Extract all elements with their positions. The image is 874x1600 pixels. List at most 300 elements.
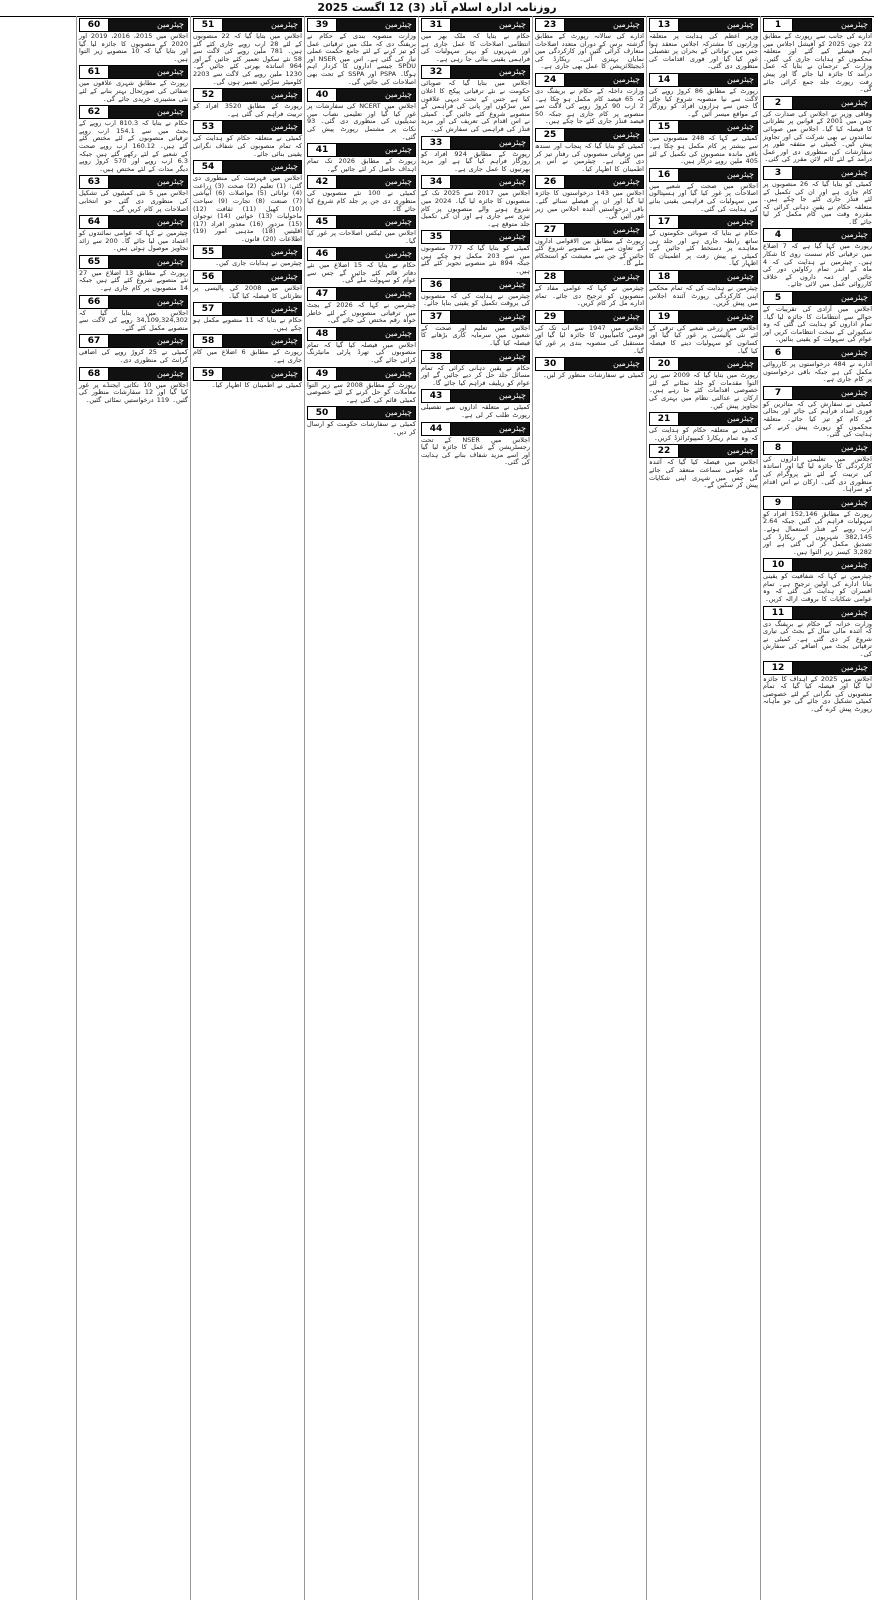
entry-header [79, 18, 188, 32]
entry-number: 42 [308, 176, 337, 188]
column-3 [532, 16, 646, 1600]
news-entry [307, 287, 416, 325]
news-entry [421, 389, 530, 419]
entry-text: اجلاس میں تعلیم اور صحت کے شعبوں میں سرمایہ کاری بڑھانے کا فیصلہ کیا گیا۔ [421, 323, 530, 348]
news-entry [193, 18, 302, 86]
news-entry [763, 96, 872, 164]
section-label: چیئرمین [223, 271, 301, 283]
entry-header [763, 18, 872, 32]
section-label: چیئرمین [679, 445, 757, 457]
news-entry [421, 278, 530, 308]
entry-number: 6 [764, 347, 793, 359]
section-label: چیئرمین [337, 328, 415, 340]
entry-number: 17 [650, 216, 679, 228]
entry-header [307, 287, 416, 301]
entry-number: 34 [422, 176, 451, 188]
section-label: چیئرمین [565, 311, 643, 323]
entry-header [193, 245, 302, 259]
entry-text: رپورٹ کے مطابق 152,146 افراد کو سہولیات فراہم کی گئیں جبکہ 2.64 ارب روپے کے فنڈز استعمال ہوئے۔ 382,145 شہریوں کے ریکارڈ کی تصدیق مکمل کر لی گئی ہے اور 3,282 کیسز زیر التوا ہیں۔ [763, 509, 872, 556]
news-entry [79, 105, 188, 173]
entry-header [307, 247, 416, 261]
entry-header [421, 310, 530, 324]
entry-number: 20 [650, 358, 679, 370]
entry-header [535, 270, 644, 284]
column-6 [190, 16, 304, 1600]
news-entry [535, 18, 644, 71]
entry-header [649, 412, 758, 426]
entry-number: 39 [308, 19, 337, 31]
entry-text: رپورٹ کے مطابق 13 اضلاع میں 27 نئے منصوبے شروع کئے گئے ہیں جبکہ 14 منصوبوں پر کام جاری ہے۔ [79, 268, 188, 293]
entry-header [79, 105, 188, 119]
entry-number: 55 [194, 246, 223, 258]
section-label: چیئرمین [565, 358, 643, 370]
section-label: چیئرمین [451, 311, 529, 323]
entry-number: 9 [764, 497, 793, 509]
news-entry [763, 291, 872, 344]
entry-text: کمیٹی کو بتایا گیا کہ 777 منصوبوں میں سے 203 مکمل ہو چکے ہیں جبکہ 894 نئے منصوبے تجویز کئے گئے ہیں۔ [421, 244, 531, 276]
entry-number: 2 [764, 97, 793, 109]
entry-text: اجلاس میں فہرست کی منظوری دی گئی: (1) تعلیم (2) صحت (3) زراعت (4) توانائی (5) مواصلات (6) آبپاشی (7) صنعت (8) تجارت (9) سیاحت (10) کھیل (11) ثقافت (12) ماحولیات (13) خواتین (14) نوجوان (15) مزدور (16) معذور افراد (17) اقلیتیں (18) مذہبی امور (19) اطلاعات (20) قانون۔ [193, 174, 303, 243]
entry-header [193, 270, 302, 284]
section-label: چیئرمین [679, 271, 757, 283]
news-entry [193, 120, 302, 158]
news-entry [535, 270, 644, 308]
entry-text: کمیٹی کو بتایا گیا کہ 26 منصوبوں پر کام جاری ہے اور ان کی تکمیل کے لئے فنڈز جاری کئے جا چکے ہیں۔ متعلقہ حکام نے یقین دہانی کرائی کہ مقررہ وقت میں کام مکمل کر لیا جائے گا۔ [763, 179, 873, 226]
entry-text: اجلاس میں بتایا گیا کہ 34,109,324,302 روپے کی لاگت سے منصوبے مکمل کئے گئے۔ [79, 308, 188, 332]
entry-header [193, 367, 302, 381]
entry-header [307, 367, 416, 381]
section-label: چیئرمین [793, 442, 871, 454]
entry-number: 8 [764, 442, 793, 454]
entry-text: اجلاس میں NCERT کی سفارشات پر غور کیا گیا اور تعلیمی نصاب میں تبدیلیوں کی منظوری دی گئی۔ 93 نکات پر مشتمل رپورٹ پیش کی گئی۔ [307, 102, 416, 141]
entry-header [421, 230, 530, 244]
news-entry [79, 65, 188, 103]
entry-number: 37 [422, 311, 451, 323]
section-label: چیئرمین [109, 335, 187, 347]
entry-text: کمیٹی نے سفارشات حکومت کو ارسال کر دیں۔ [307, 420, 416, 436]
section-label: چیئرمین [451, 390, 529, 402]
entry-header [421, 278, 530, 292]
entry-number: 13 [650, 19, 679, 31]
entry-number: 51 [194, 19, 223, 31]
news-entry [763, 496, 872, 557]
entry-text: کمیٹی نے سفارشات منظور کر لیں۔ [542, 371, 644, 380]
entry-text: حکام نے بتایا کہ 15 اضلاع میں نئے دفاتر قائم کئے جائیں گے جس سے عوام کو سہولت ملے گی۔ [307, 261, 416, 285]
entry-text: اجلاس میں 2008 کی پالیسی پر نظرثانی کا فیصلہ کیا گیا۔ [193, 284, 302, 300]
entry-header [307, 18, 416, 32]
entry-text: رپورٹ کے مطابق 924 افراد کو روزگار فراہم کیا گیا ہے اور مزید بھرتیوں کا عمل جاری ہے۔ [421, 149, 530, 173]
entry-number: 22 [650, 445, 679, 457]
news-entry [763, 386, 872, 439]
entry-text: اجلاس میں 2015، 2016، 2019 اور 2020 کے منصوبوں کا جائزہ لیا گیا اور بتایا گیا کہ 10 منصوبے زیر التوا ہیں۔ [79, 32, 188, 63]
entry-number: 63 [80, 176, 109, 188]
news-entry [535, 310, 644, 355]
news-entry [79, 295, 188, 333]
entry-text: کمیٹی کو بتایا گیا کہ پنجاب اور سندھ میں ترقیاتی منصوبوں کی رفتار تیز کر دی گئی ہے۔ چیئرمین نے اس پر اطمینان کا اظہار کیا۔ [535, 141, 644, 173]
news-entry [193, 334, 302, 364]
news-entry [421, 422, 530, 467]
column-5 [304, 16, 418, 1600]
entry-text: چیئرمین نے ہدایت کی کہ تمام محکمے اپنی کارکردگی رپورٹ آئندہ اجلاس میں پیش کریں۔ [649, 284, 758, 308]
news-entry [193, 160, 302, 243]
entry-text: اجلاس میں 2025 کے اہداف کا جائزہ لیا گیا اور فیصلہ کیا گیا کہ تمام منصوبوں کی نگرانی کے لئے خصوصی کمیٹی تشکیل دی جائے گی جو ماہانہ رپورٹ پیش کرے گی۔ [763, 674, 872, 713]
entry-number: 18 [650, 271, 679, 283]
entry-text: ادارے نے 484 درخواستوں پر کارروائی مکمل کی ہے جبکہ باقی درخواستوں پر کام جاری ہے۔ [763, 360, 872, 384]
section-label: چیئرمین [565, 224, 643, 236]
news-entry [763, 18, 872, 94]
entry-number: 10 [764, 559, 793, 571]
entry-number: 26 [536, 176, 565, 188]
section-label: چیئرمین [793, 607, 871, 619]
entry-number: 40 [308, 89, 337, 101]
news-entry [307, 143, 416, 173]
entry-text: اجلاس میں NSER کے تحت رجسٹریشن کے عمل کا جائزہ لیا گیا اور اسے مزید شفاف بنانے کی ہدایت کی گئی۔ [421, 435, 530, 467]
masthead: روزنامہ ادارہ اسلام آباد (3) 12 اگست 2025 [0, 0, 874, 17]
entry-text: رپورٹ کے مطابق 2008 سے زیر التوا معاملات کو حل کرنے کے لئے خصوصی کمیٹی قائم کی گئی ہے۔ [307, 380, 416, 404]
entry-header [79, 215, 188, 229]
section-label: چیئرمین [337, 288, 415, 300]
section-label: چیئرمین [109, 256, 187, 268]
entry-number: 50 [308, 407, 337, 419]
section-label: چیئرمین [679, 74, 757, 86]
news-entry [307, 18, 416, 86]
entry-text: رپورٹ کے مطابق 6 اضلاع میں کام جاری ہے۔ [193, 348, 302, 365]
section-label: چیئرمین [451, 351, 529, 363]
entry-header [79, 367, 188, 381]
entry-text: کمیٹی نے متعلقہ اداروں سے تفصیلی رپورٹ طلب کر لی ہے۔ [421, 403, 530, 419]
entry-number: 62 [80, 106, 109, 118]
news-entry [307, 175, 416, 213]
section-label: چیئرمین [223, 121, 301, 133]
entry-number: 19 [650, 311, 679, 323]
entry-header [79, 334, 188, 348]
news-entry [79, 334, 188, 364]
entry-number: 1 [764, 19, 793, 31]
section-label: چیئرمین [109, 216, 187, 228]
entry-number: 38 [422, 351, 451, 363]
news-entry [193, 302, 302, 332]
news-entry [421, 18, 530, 63]
entry-text: رپورٹ کے مطابق 86 کروڑ روپے کی لاگت سے نیا منصوبہ شروع کیا جائے گا جس سے ہزاروں افراد کو روزگار کے مواقع میسر آئیں گے۔ [649, 86, 758, 118]
news-entry [649, 310, 758, 355]
news-entry [79, 18, 188, 63]
entry-text: وزارت داخلہ کے حکام نے بریفنگ دی کہ 65 فیصد کام مکمل ہو چکا ہے۔ 2 ارب 90 کروڑ روپے کی لاگت سے منصوبے پر کام جاری ہے جبکہ 50 فیصد فنڈز جاری کئے جا چکے ہیں۔ [535, 86, 645, 126]
news-entry [421, 65, 530, 133]
section-label: چیئرمین [451, 176, 529, 188]
section-label: چیئرمین [565, 176, 643, 188]
column-2 [646, 16, 760, 1600]
entry-text: ادارے کی جانب سے رپورٹ کے مطابق 22 جون 2025 کو آفیشل اجلاس میں اہم فیصلے کیے گئے اور متعلقہ محکموں کو ہدایات جاری کی گئیں۔ وزارت کے ترجمان نے بتایا کہ عمل درآمد کا جائزہ لیا جائے گا اور پیش رفت رپورٹ جلد جمع کرائی جائے گی۔ [763, 32, 872, 94]
entry-number: 61 [80, 66, 109, 78]
section-label: چیئرمین [679, 358, 757, 370]
entry-header [649, 270, 758, 284]
section-label: چیئرمین [793, 292, 871, 304]
entry-text: حکام نے یقین دہانی کرائی کہ تمام مسائل جلد حل کر دیے جائیں گے اور عوام کو ریلیف فراہم کیا جائے گا۔ [421, 363, 530, 387]
section-label: چیئرمین [451, 66, 529, 78]
section-label: چیئرمین [223, 161, 301, 173]
entry-header [307, 175, 416, 189]
entry-header [193, 120, 302, 134]
entry-number: 25 [536, 129, 565, 141]
entry-header [307, 143, 416, 157]
section-label: چیئرمین [337, 248, 415, 260]
entry-number: 58 [194, 335, 223, 347]
section-label: چیئرمین [451, 19, 529, 31]
entry-number: 14 [650, 74, 679, 86]
entry-text: رپورٹ کے مطابق 2026 تک تمام اہداف حاصل کر لئے جائیں گے۔ [307, 157, 416, 173]
entry-number: 66 [80, 296, 109, 308]
section-label: چیئرمین [337, 176, 415, 188]
entry-text: رپورٹ کے مطابق بین الاقوامی اداروں کے تعاون سے نئے منصوبے شروع کئے جائیں گے جن سے معیشت کو استحکام ملے گا۔ [535, 236, 644, 268]
entry-text: اجلاس میں تعلیمی اداروں کی کارکردگی کا جائزہ لیا گیا اور اساتذہ کی تربیت کے لئے نئے پروگرام کی منظوری دی گئی۔ ارکان نے اس اقدام کو سراہا۔ [763, 454, 872, 494]
entry-text: اجلاس میں فیصلہ کیا گیا کہ آئندہ ماہ عوامی سماعت منعقد کی جائے گی جس میں شہری اپنی شکایات پیش کر سکیں گے۔ [649, 458, 758, 490]
news-entry [649, 444, 758, 489]
entry-number: 36 [422, 279, 451, 291]
entry-text: اجلاس میں بتایا گیا کہ 22 منصوبوں کے لئے 28 ارب روپے جاری کئے گئے ہیں۔ 781 ملین روپے کی لاگت سے 58 نئے سکول تعمیر کئے جائیں گے اور 964 اساتذہ بھرتی کئے جائیں گے۔ 1230 ملین روپے کی لاگت سے 2203 کلومیٹر سڑکیں تعمیر ہوں گی۔ [193, 32, 302, 86]
entry-number: 11 [764, 607, 793, 619]
entry-number: 21 [650, 413, 679, 425]
entry-header [649, 444, 758, 458]
entry-header [649, 18, 758, 32]
entry-text: حکام نے بتایا کہ 810.3 ارب روپے کے بجٹ میں سے 154.1 ارب روپے ترقیاتی منصوبوں کے لئے مختص کئے گئے ہیں۔ 160.12 ارب روپے صحت کے شعبے کے لئے رکھے گئے ہیں جبکہ 6.3 ارب روپے اور 570 کروڑ روپے دیگر مدات کے لئے مختص ہیں۔ [79, 119, 189, 173]
entry-text: کمیٹی نے متعلقہ حکام کو ہدایت کی کہ وہ تمام ریکارڈ کمپیوٹرائزڈ کریں۔ [649, 426, 758, 442]
entry-header [649, 168, 758, 182]
entry-text: چیئرمین نے ہدایات جاری کیں۔ [215, 259, 302, 268]
news-entry [79, 215, 188, 253]
entry-text: اجلاس میں 10 نکاتی ایجنڈے پر غور کیا گیا اور 12 سفارشات منظور کی گئیں۔ 119 درخواستیں نمٹائی گئیں۔ [79, 380, 188, 404]
section-label: چیئرمین [451, 137, 529, 149]
entry-number: 59 [194, 368, 223, 380]
column-1 [760, 16, 874, 1600]
news-entry [193, 367, 302, 390]
entry-header [763, 496, 872, 510]
column-7 [76, 16, 190, 1600]
entry-text: اجلاس میں 1947 سے اب تک کی قومی کامیابیوں کا جائزہ لیا گیا اور مستقبل کی منصوبہ بندی پر غور کیا گیا۔ [535, 323, 644, 355]
entry-header [421, 350, 530, 364]
section-label: چیئرمین [793, 97, 871, 109]
entry-header [763, 558, 872, 572]
entry-text: اجلاس میں صحت کے شعبے میں اصلاحات پر غور کیا گیا اور ہسپتالوں میں سہولیات کی فراہمی یقینی بنانے کی ہدایت کی گئی۔ [649, 181, 758, 213]
entry-number: 57 [194, 303, 223, 315]
entry-number: 67 [80, 335, 109, 347]
section-label: چیئرمین [109, 296, 187, 308]
entry-number: 23 [536, 19, 565, 31]
section-label: چیئرمین [223, 303, 301, 315]
news-entry [421, 350, 530, 388]
entry-header [649, 310, 758, 324]
section-label: چیئرمین [337, 216, 415, 228]
entry-text: اجلاس میں فیصلہ کیا گیا کہ تمام منصوبوں کی تھرڈ پارٹی مانیٹرنگ کرائی جائے گی۔ [307, 340, 416, 365]
section-label: چیئرمین [793, 229, 871, 241]
entry-number: 27 [536, 224, 565, 236]
news-entry [193, 88, 302, 118]
entry-text: ادارے کی سالانہ رپورٹ کے مطابق گزشتہ برس کے دوران متعدد اصلاحات متعارف کرائی گئیں اور کارکردگی میں نمایاں بہتری آئی۔ ریکارڈ کی ڈیجیٹلائزیشن کا عمل بھی جاری ہے۔ [535, 32, 644, 71]
entry-text: اجلاس میں 2017 سے 2025 تک کے منصوبوں کا جائزہ لیا گیا۔ 2024 میں شروع ہونے والے منصوبوں پر کام تیزی سے جاری ہے اور ان کی تکمیل جلد متوقع ہے۔ [421, 189, 530, 228]
entry-number: 48 [308, 328, 337, 340]
news-entry [649, 412, 758, 442]
entry-text: کمیٹی نے متعلقہ حکام کو ہدایت کی کہ تمام منصوبوں کی شفاف نگرانی یقینی بنائی جائے۔ [193, 134, 302, 158]
entry-text: چیئرمین نے ہدایت کی کہ منصوبوں کی بروقت تکمیل کو یقینی بنایا جائے۔ [421, 291, 530, 308]
entry-number: 64 [80, 216, 109, 228]
section-label: چیئرمین [223, 19, 301, 31]
entry-header [535, 310, 644, 324]
entry-number: 35 [422, 231, 451, 243]
entry-number: 45 [308, 216, 337, 228]
section-label: چیئرمین [223, 246, 301, 258]
entry-header [763, 346, 872, 360]
section-label: چیئرمین [679, 413, 757, 425]
entry-header [763, 166, 872, 180]
section-label: چیئرمین [679, 19, 757, 31]
entry-header [193, 334, 302, 348]
news-entry [421, 310, 530, 348]
section-label: چیئرمین [337, 368, 415, 380]
entry-text: چیئرمین نے کہا کہ عوامی نمائندوں کو اعتماد میں لیا جائے گا۔ 200 سے زائد تجاویز موصول ہوئی ہیں۔ [79, 229, 188, 253]
section-label: چیئرمین [793, 19, 871, 31]
entry-header [649, 73, 758, 87]
news-entry [307, 88, 416, 141]
section-label: چیئرمین [679, 121, 757, 133]
entry-number: 15 [650, 121, 679, 133]
entry-number: 68 [80, 368, 109, 380]
news-entry [307, 406, 416, 436]
section-label: چیئرمین [679, 311, 757, 323]
entry-header [535, 128, 644, 142]
section-label: چیئرمین [679, 169, 757, 181]
entry-text: اجلاس میں ٹیکس اصلاحات پر غور کیا گیا۔ [307, 229, 416, 245]
entry-number: 60 [80, 19, 109, 31]
news-entry [421, 136, 530, 174]
news-entry [649, 120, 758, 165]
news-entry [307, 247, 416, 285]
entry-number: 41 [308, 144, 337, 156]
section-label: چیئرمین [793, 167, 871, 179]
entry-number: 49 [308, 368, 337, 380]
entry-header [79, 175, 188, 189]
entry-header [763, 661, 872, 675]
entry-number: 32 [422, 66, 451, 78]
entry-text: کمیٹی نے 25 کروڑ روپے کی اضافی گرانٹ کی منظوری دی۔ [79, 348, 188, 365]
section-label: چیئرمین [565, 271, 643, 283]
entry-header [535, 18, 644, 32]
entry-text: کمیٹی نے 100 نئے منصوبوں کی منظوری دی جن پر جلد کام شروع کیا جائے گا۔ [307, 189, 416, 213]
entry-header [535, 357, 644, 371]
news-entry [307, 327, 416, 365]
entry-text: اجلاس میں 5 نئی کمیٹیوں کی تشکیل کی منظوری دی گئی جو انتخابی اصلاحات پر کام کریں گی۔ [79, 189, 188, 213]
section-label: چیئرمین [793, 497, 871, 509]
news-entry [307, 215, 416, 245]
entry-text: چیئرمین نے کہا کہ 2026 کے بجٹ میں ترقیاتی منصوبوں کے لئے خاطر خواہ رقم مختص کی جائے گی۔ [307, 301, 416, 325]
entry-header [421, 422, 530, 436]
news-entry [79, 367, 188, 405]
news-entry [535, 128, 644, 173]
entry-text: کمیٹی نے سفارش کی کہ متاثرین کو فوری امداد فراہم کی جائے اور بحالی کے کام کو تیز کیا جائے۔ متعلقہ محکموں کو رپورٹ پیش کرنے کی ہدایت کی گئی۔ [763, 399, 872, 439]
entry-header [307, 406, 416, 420]
entry-number: 7 [764, 387, 793, 399]
entry-text: اجلاس میں 143 درخواستوں کا جائزہ لیا گیا اور ان پر فیصلے سنائے گئے۔ باقی درخواستیں آئندہ اجلاس میں زیر غور آئیں گی۔ [535, 189, 644, 221]
entry-header [193, 88, 302, 102]
entry-header [763, 96, 872, 110]
section-label: چیئرمین [565, 129, 643, 141]
entry-header [649, 120, 758, 134]
news-entry [535, 357, 644, 380]
section-label: چیئرمین [109, 66, 187, 78]
news-entry [763, 558, 872, 603]
entry-header [535, 223, 644, 237]
entry-header [649, 357, 758, 371]
entry-header [421, 65, 530, 79]
entry-text: چیئرمین نے کہا کہ عوامی مفاد کے منصوبوں کو ترجیح دی جائے۔ تمام ادارے مل کر کام کریں۔ [535, 284, 644, 308]
section-label: چیئرمین [223, 335, 301, 347]
news-entry [193, 270, 302, 300]
entry-number: 12 [764, 662, 793, 674]
news-entry [763, 661, 872, 714]
entry-number: 3 [764, 167, 793, 179]
entry-text: حکام نے بتایا کہ ملک بھر میں انتظامی اصلاحات کا عمل جاری ہے اور شہریوں کو بہتر سہولیات کی فراہمی یقینی بنائی جا رہی ہے۔ [421, 32, 530, 63]
entry-number: 44 [422, 423, 451, 435]
section-label: چیئرمین [451, 279, 529, 291]
section-label: چیئرمین [337, 19, 415, 31]
entry-text: وزارت منصوبہ بندی کے حکام نے بریفنگ دی کہ ملک میں ترقیاتی عمل کو تیز کرنے کے لئے جامع حکمت عملی تیار کی گئی ہے۔ اس میں NSER اور SPDU جیسے اداروں کا کردار اہم ہوگا۔ PSPA اور SSPA کے تحت بھی اصلاحات کی جائیں گی۔ [307, 32, 416, 86]
entry-text: اجلاس میں آزادی کی تقریبات کے حوالے سے انتظامات کا جائزہ لیا گیا۔ تمام اداروں کو ہدایت کی گئی کہ وہ سکیورٹی کے سخت انتظامات کریں اور عوام کی سہولت کو یقینی بنائیں۔ [763, 305, 872, 344]
entry-text: اجلاس میں بتایا گیا کہ صوبائی حکومت نے نئے ترقیاتی پیکج کا اعلان کیا ہے جس کے تحت دیہی علاقوں میں سڑکوں اور پانی کی فراہمی کے منصوبے شروع کئے جائیں گے۔ کمیٹی نے اس اقدام کی تعریف کی اور مزید فنڈز کی فراہمی کی سفارش کی۔ [421, 79, 530, 133]
entry-number: 16 [650, 169, 679, 181]
entry-text: وزارت خزانہ کے حکام نے بریفنگ دی کہ آئندہ مالی سال کے بجٹ کی تیاری شروع کر دی گئی ہے۔ کمیٹی نے ترقیاتی بجٹ میں اضافے کی سفارش کی۔ [763, 619, 872, 659]
entry-header [79, 295, 188, 309]
section-label: چیئرمین [337, 407, 415, 419]
news-entry [535, 223, 644, 268]
entry-header [535, 175, 644, 189]
news-entry [535, 175, 644, 220]
section-label: چیئرمین [337, 89, 415, 101]
entry-number: 28 [536, 271, 565, 283]
news-entry [79, 175, 188, 213]
section-label: چیئرمین [109, 19, 187, 31]
entry-number: 31 [422, 19, 451, 31]
section-label: چیئرمین [223, 89, 301, 101]
news-entry [763, 606, 872, 659]
entry-text: رپورٹ کے مطابق 3520 افراد کو تربیت فراہم کی گئی ہے۔ [193, 102, 302, 118]
news-entry [763, 346, 872, 384]
entry-header [307, 88, 416, 102]
news-entry [763, 228, 872, 289]
column-4 [418, 16, 532, 1600]
section-label: چیئرمین [793, 347, 871, 359]
section-label: چیئرمین [223, 368, 301, 380]
entry-header [193, 160, 302, 174]
entry-header [307, 215, 416, 229]
entry-number: 24 [536, 74, 565, 86]
entry-header [421, 18, 530, 32]
section-label: چیئرمین [565, 74, 643, 86]
entry-text: رپورٹ کے مطابق شہری علاقوں میں صفائی کی صورتحال بہتر بنانے کے لئے نئی مشینری خریدی جائے گی۔ [79, 79, 188, 103]
section-label: چیئرمین [109, 176, 187, 188]
entry-number: 46 [308, 248, 337, 260]
entry-text: کمیٹی نے کہا کہ 248 منصوبوں میں سے بیشتر پر کام مکمل ہو چکا ہے۔ باقی ماندہ منصوبوں کی تکمیل کے لئے 405 ملین روپے درکار ہیں۔ [649, 134, 758, 166]
entry-header [763, 291, 872, 305]
section-label: چیئرمین [565, 19, 643, 31]
entry-number: 53 [194, 121, 223, 133]
entry-header [535, 73, 644, 87]
entry-header [763, 606, 872, 620]
entry-text: اجلاس میں زرعی شعبے کی ترقی کے لئے نئی پالیسی پر غور کیا گیا اور کسانوں کو سہولیات دینے کا فیصلہ کیا گیا۔ [649, 323, 758, 355]
entry-number: 43 [422, 390, 451, 402]
entry-header [763, 441, 872, 455]
section-label: چیئرمین [793, 559, 871, 571]
entry-header [421, 136, 530, 150]
entry-text: حکام نے بتایا کہ 11 منصوبے مکمل ہو چکے ہیں۔ [193, 316, 302, 332]
entry-header [763, 386, 872, 400]
